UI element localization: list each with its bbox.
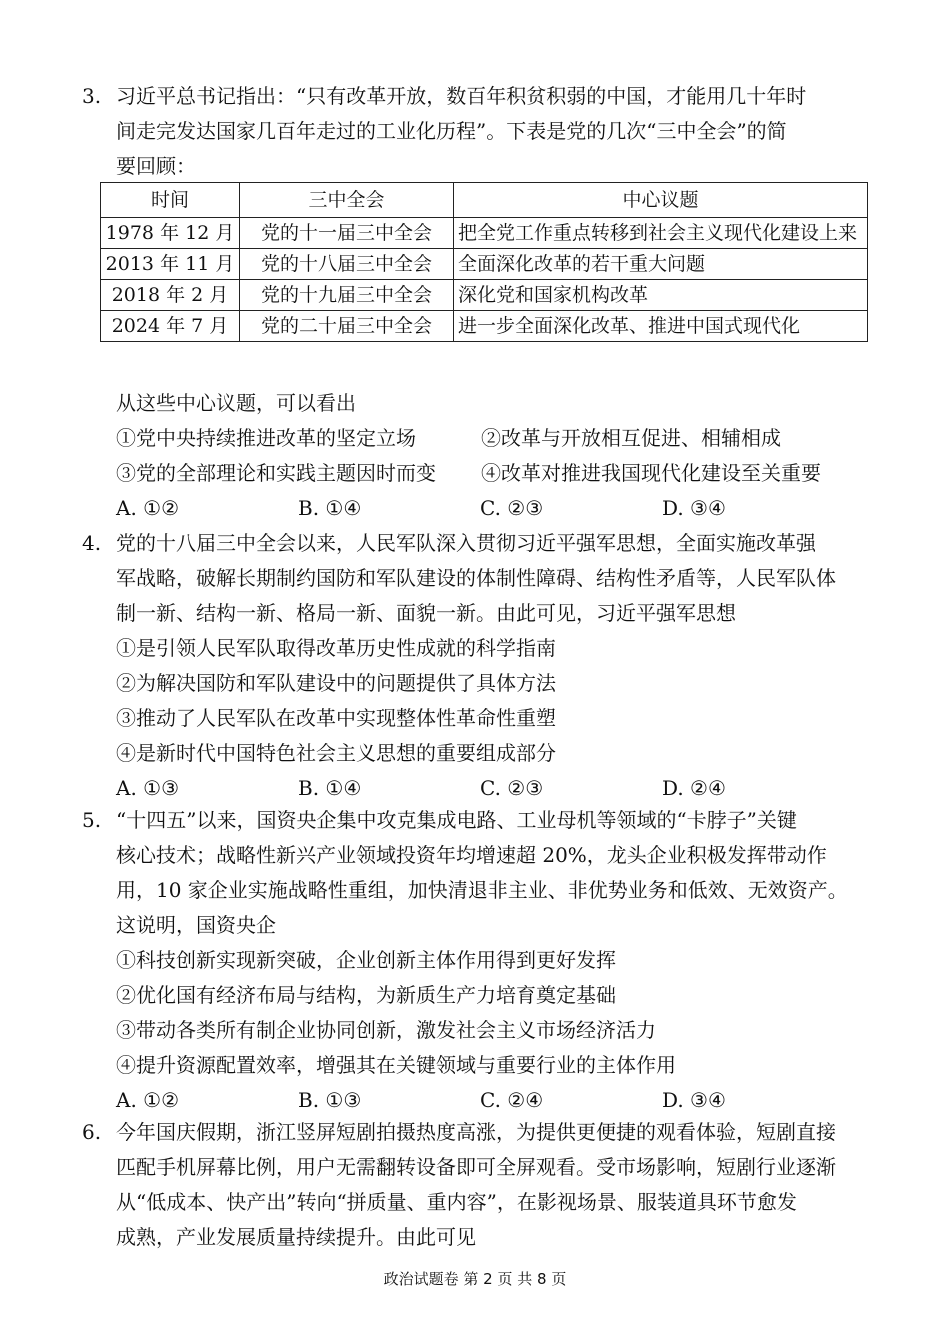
- question-3-continued: [82, 386, 872, 526]
- question-number: 5.: [82, 808, 102, 832]
- question-text-line: “十四五”以来，国资央企集中攻克集成电路、工业母机等领域的“卡脖子”关键: [116, 808, 797, 832]
- option-b: B. ①④: [298, 496, 362, 520]
- table-row: [101, 311, 868, 342]
- choice-item: ①科技创新实现新突破，企业创新主体作用得到更好发挥: [116, 948, 616, 972]
- table-cell: 进一步全面深化改革、推进中国式现代化: [454, 311, 868, 342]
- question-text-line: 从“低成本、快产出”转向“拼质量、重内容”，在影视场景、服装道具环节愈发: [116, 1190, 797, 1214]
- table-cell: 1978 年 12 月: [101, 218, 240, 249]
- option-b: B. ①④: [298, 776, 362, 800]
- question-6: [82, 1115, 872, 1255]
- choice-item: ①党中央持续推进改革的坚定立场: [116, 426, 416, 450]
- table-cell: 党的十九届三中全会: [240, 280, 454, 311]
- option-c: C. ②④: [480, 1088, 544, 1112]
- question-text-line: 成熟，产业发展质量持续提升。由此可见: [116, 1225, 476, 1249]
- choice-item: ④提升资源配置效率，增强其在关键领域与重要行业的主体作用: [116, 1053, 676, 1077]
- question-text-line: 军战略，破解长期制约国防和军队建设的体制性障碍、结构性矛盾等，人民军队体: [116, 566, 836, 590]
- option-c: C. ②③: [480, 776, 544, 800]
- table-header: 三中全会: [240, 183, 454, 218]
- question-text-line: 间走完发达国家几百年走过的工业化历程”。下表是党的几次“三中全会”的简: [116, 119, 787, 143]
- question-number: 4.: [82, 531, 102, 555]
- question-text-line: 从这些中心议题，可以看出: [116, 391, 356, 415]
- table-cell: 把全党工作重点转移到社会主义现代化建设上来: [454, 218, 868, 249]
- answer-options: [82, 771, 872, 806]
- question-text-line: 今年国庆假期，浙江竖屏短剧拍摄热度高涨，为提供更便捷的观看体验，短剧直接: [116, 1120, 836, 1144]
- sessions-table: [100, 182, 868, 342]
- option-d: D. ③④: [662, 496, 726, 520]
- table-cell: 2013 年 11 月: [101, 249, 240, 280]
- choice-item: ③推动了人民军队在改革中实现整体性革命性重塑: [116, 706, 556, 730]
- question-text-line: 党的十八届三中全会以来，人民军队深入贯彻习近平强军思想，全面实施改革强: [116, 531, 816, 555]
- table-header: 中心议题: [454, 183, 868, 218]
- answer-options: [82, 1083, 872, 1118]
- choice-item: ④改革对推进我国现代化建设至关重要: [481, 461, 821, 485]
- choice-item: ②优化国有经济布局与结构，为新质生产力培育奠定基础: [116, 983, 616, 1007]
- question-text-line: 用，10 家企业实施战略性重组，加快清退非主业、非优势业务和低效、无效资产。: [116, 878, 848, 902]
- table-row: [101, 280, 868, 311]
- page-footer: 政治试题卷 第 2 页 共 8 页: [383, 1270, 567, 1288]
- table-cell: 2018 年 2 月: [101, 280, 240, 311]
- option-d: D. ②④: [662, 776, 726, 800]
- option-b: B. ①③: [298, 1088, 362, 1112]
- option-a: A. ①②: [116, 496, 180, 520]
- question-text-line: 要回顾：: [116, 154, 196, 178]
- table-cell: 党的十八届三中全会: [240, 249, 454, 280]
- option-d: D. ③④: [662, 1088, 726, 1112]
- table-cell: 2024 年 7 月: [101, 311, 240, 342]
- question-4: [82, 526, 872, 806]
- option-c: C. ②③: [480, 496, 544, 520]
- question-text-line: 核心技术；战略性新兴产业领域投资年均增速超 20%，龙头企业积极发挥带动作: [116, 843, 827, 867]
- question-text-line: 制一新、结构一新、格局一新、面貌一新。由此可见，习近平强军思想: [116, 601, 736, 625]
- table-cell: 深化党和国家机构改革: [454, 280, 868, 311]
- table-row: [101, 249, 868, 280]
- choice-item: ③带动各类所有制企业协同创新，激发社会主义市场经济活力: [116, 1018, 656, 1042]
- question-text-line: 习近平总书记指出：“只有改革开放，数百年积贫积弱的中国，才能用几十年时: [116, 84, 807, 108]
- table-header: 时间: [101, 183, 240, 218]
- table-cell: 党的二十届三中全会: [240, 311, 454, 342]
- question-3: [82, 79, 872, 184]
- choice-item: ③党的全部理论和实践主题因时而变: [116, 461, 436, 485]
- choice-item: ④是新时代中国特色社会主义思想的重要组成部分: [116, 741, 556, 765]
- question-number: 3.: [82, 84, 102, 108]
- option-a: A. ①②: [116, 1088, 180, 1112]
- answer-options: [82, 491, 872, 526]
- question-text-line: 这说明，国资央企: [116, 913, 276, 937]
- choice-item: ①是引领人民军队取得改革历史性成就的科学指南: [116, 636, 556, 660]
- table-cell: 全面深化改革的若干重大问题: [454, 249, 868, 280]
- table-cell: 党的十一届三中全会: [240, 218, 454, 249]
- option-a: A. ①③: [116, 776, 180, 800]
- choice-item: ②为解决国防和军队建设中的问题提供了具体方法: [116, 671, 556, 695]
- question-number: 6.: [82, 1120, 102, 1144]
- question-text-line: 匹配手机屏幕比例，用户无需翻转设备即可全屏观看。受市场影响，短剧行业逐渐: [116, 1155, 836, 1179]
- table-header-row: [101, 183, 868, 218]
- choice-item: ②改革与开放相互促进、相辅相成: [481, 426, 781, 450]
- table-row: [101, 218, 868, 249]
- question-5: [82, 803, 872, 1118]
